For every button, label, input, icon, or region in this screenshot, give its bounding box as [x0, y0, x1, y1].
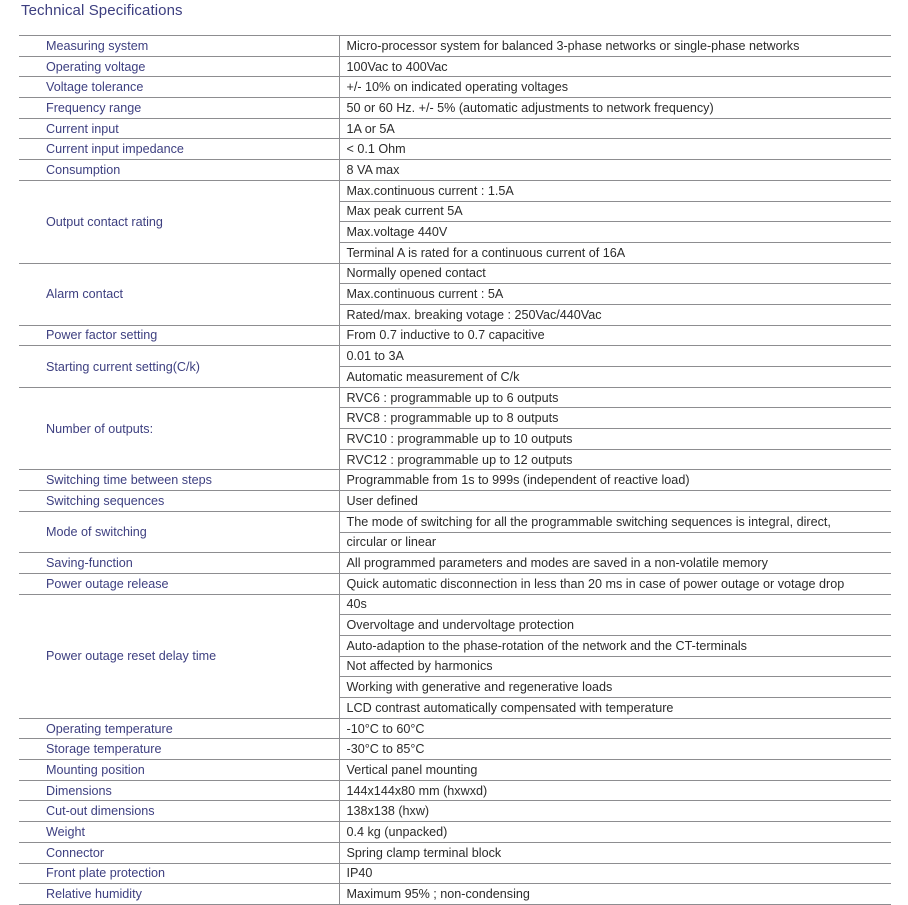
spec-table: [19, 35, 891, 905]
spec-label: Power outage reset delay time: [19, 594, 339, 718]
spec-value: Terminal A is rated for a continuous current of 16A: [339, 242, 891, 263]
spec-value: Spring clamp terminal block: [339, 842, 891, 863]
spec-label: Voltage tolerance: [19, 77, 339, 98]
spec-value: 50 or 60 Hz. +/- 5% (automatic adjustments to network frequency): [339, 98, 891, 119]
table-row: [19, 884, 891, 905]
table-row: [19, 36, 891, 57]
spec-value: Normally opened contact: [339, 263, 891, 284]
spec-value: All programmed parameters and modes are saved in a non-volatile memory: [339, 553, 891, 574]
table-row: [19, 160, 891, 181]
spec-label: Alarm contact: [19, 263, 339, 325]
spec-value: Vertical panel mounting: [339, 760, 891, 781]
table-row: [19, 56, 891, 77]
spec-value: Rated/max. breaking votage : 250Vac/440Vac: [339, 304, 891, 325]
table-row: [19, 387, 891, 408]
table-row: [19, 118, 891, 139]
table-row: [19, 491, 891, 512]
spec-value: 0.4 kg (unpacked): [339, 822, 891, 843]
spec-value: RVC8 : programmable up to 8 outputs: [339, 408, 891, 429]
spec-label: Weight: [19, 822, 339, 843]
spec-value: From 0.7 inductive to 0.7 capacitive: [339, 325, 891, 346]
spec-label: Storage temperature: [19, 739, 339, 760]
spec-value: Working with generative and regenerative loads: [339, 677, 891, 698]
spec-label: Power outage release: [19, 573, 339, 594]
spec-label: Front plate protection: [19, 863, 339, 884]
spec-label: Saving-function: [19, 553, 339, 574]
spec-value: Maximum 95% ; non-condensing: [339, 884, 891, 905]
spec-label: Current input: [19, 118, 339, 139]
spec-value: Max.continuous current : 1.5A: [339, 180, 891, 201]
spec-value: LCD contrast automatically compensated with temperature: [339, 698, 891, 719]
table-row: [19, 325, 891, 346]
spec-label: Operating voltage: [19, 56, 339, 77]
table-row: [19, 98, 891, 119]
spec-label: Mode of switching: [19, 511, 339, 552]
spec-value: 8 VA max: [339, 160, 891, 181]
spec-value: RVC10 : programmable up to 10 outputs: [339, 429, 891, 450]
spec-value: Max peak current 5A: [339, 201, 891, 222]
table-row: [19, 801, 891, 822]
spec-value: Automatic measurement of C/k: [339, 367, 891, 388]
table-row: [19, 842, 891, 863]
spec-value: Not affected by harmonics: [339, 656, 891, 677]
spec-value: 1A or 5A: [339, 118, 891, 139]
spec-value: The mode of switching for all the programmable switching sequences is integral, direct,: [339, 511, 891, 532]
spec-value: 40s: [339, 594, 891, 615]
spec-value: 144x144x80 mm (hxwxd): [339, 780, 891, 801]
spec-label: Mounting position: [19, 760, 339, 781]
spec-value: -10°C to 60°C: [339, 718, 891, 739]
spec-label: Frequency range: [19, 98, 339, 119]
spec-label: Dimensions: [19, 780, 339, 801]
spec-label: Connector: [19, 842, 339, 863]
table-row: [19, 470, 891, 491]
spec-label: Measuring system: [19, 36, 339, 57]
spec-value: User defined: [339, 491, 891, 512]
spec-label: Output contact rating: [19, 180, 339, 263]
table-row: [19, 346, 891, 367]
spec-value: -30°C to 85°C: [339, 739, 891, 760]
spec-label: Consumption: [19, 160, 339, 181]
table-row: [19, 822, 891, 843]
spec-value: 138x138 (hxw): [339, 801, 891, 822]
spec-value: +/- 10% on indicated operating voltages: [339, 77, 891, 98]
spec-value: IP40: [339, 863, 891, 884]
table-row: [19, 594, 891, 615]
spec-label: Switching sequences: [19, 491, 339, 512]
table-row: [19, 139, 891, 160]
spec-value: Overvoltage and undervoltage protection: [339, 615, 891, 636]
table-row: [19, 573, 891, 594]
table-row: [19, 553, 891, 574]
spec-value: Programmable from 1s to 999s (independent of reactive load): [339, 470, 891, 491]
spec-value: circular or linear: [339, 532, 891, 553]
spec-label: Relative humidity: [19, 884, 339, 905]
page-title: Technical Specifications: [21, 2, 183, 19]
spec-label: Starting current setting(C/k): [19, 346, 339, 387]
table-row: [19, 780, 891, 801]
spec-label: Current input impedance: [19, 139, 339, 160]
spec-label: Operating temperature: [19, 718, 339, 739]
spec-value: Micro-processor system for balanced 3-phase networks or single-phase networks: [339, 36, 891, 57]
table-row: [19, 263, 891, 284]
spec-value: RVC6 : programmable up to 6 outputs: [339, 387, 891, 408]
table-row: [19, 863, 891, 884]
spec-table-body: [19, 36, 891, 905]
spec-value: Auto-adaption to the phase-rotation of the network and the CT-terminals: [339, 635, 891, 656]
spec-value: 100Vac to 400Vac: [339, 56, 891, 77]
spec-value: < 0.1 Ohm: [339, 139, 891, 160]
table-row: [19, 180, 891, 201]
spec-value: Quick automatic disconnection in less than 20 ms in case of power outage or votage drop: [339, 573, 891, 594]
table-row: [19, 739, 891, 760]
table-row: [19, 77, 891, 98]
spec-label: Power factor setting: [19, 325, 339, 346]
spec-value: Max.voltage 440V: [339, 222, 891, 243]
spec-value: RVC12 : programmable up to 12 outputs: [339, 449, 891, 470]
spec-label: Switching time between steps: [19, 470, 339, 491]
spec-label: Cut-out dimensions: [19, 801, 339, 822]
spec-value: 0.01 to 3A: [339, 346, 891, 367]
table-row: [19, 718, 891, 739]
table-row: [19, 511, 891, 532]
spec-label: Number of outputs:: [19, 387, 339, 470]
table-row: [19, 760, 891, 781]
spec-value: Max.continuous current : 5A: [339, 284, 891, 305]
